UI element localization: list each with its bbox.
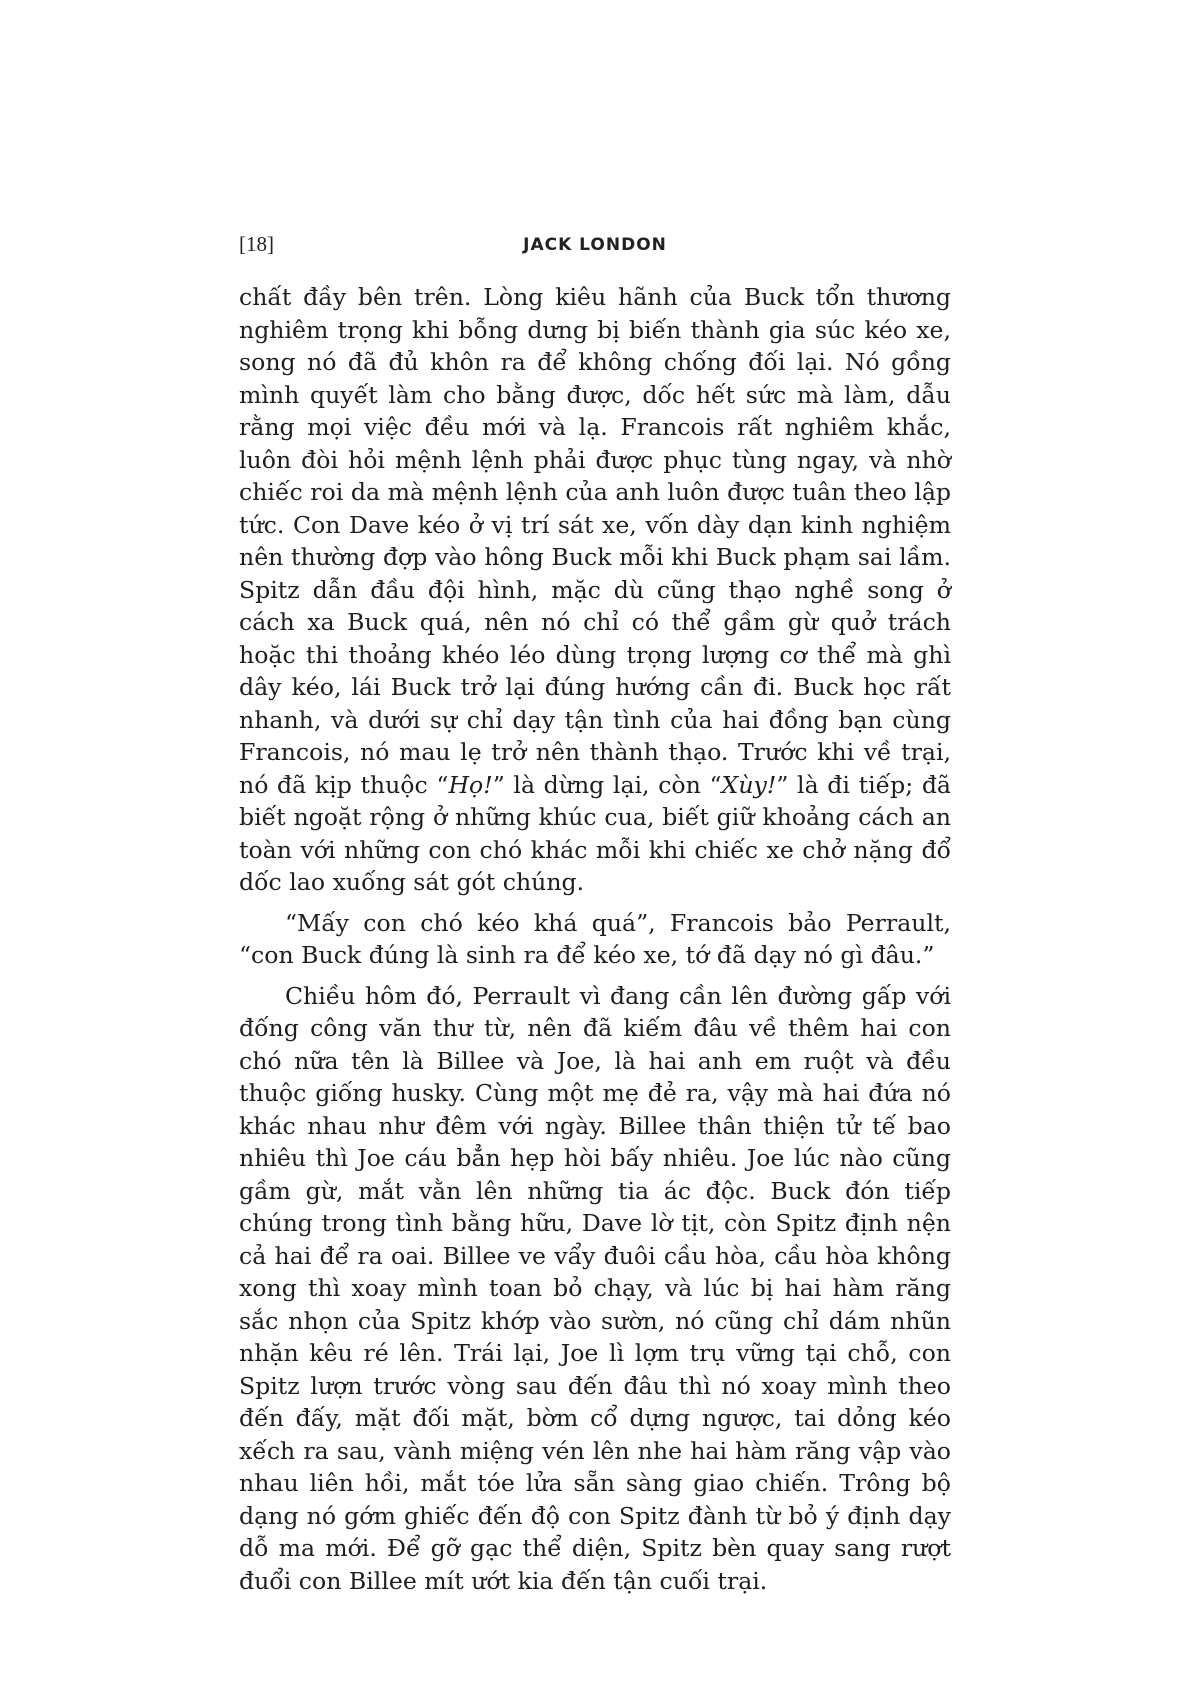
paragraph-2 bbox=[239, 907, 951, 972]
page-header bbox=[239, 232, 951, 268]
paragraph-3 bbox=[239, 980, 951, 1598]
running-head: JACK LONDON bbox=[523, 235, 667, 255]
italic-command-xuy: Xùy! bbox=[721, 770, 777, 799]
italic-command-ho: Họ! bbox=[448, 770, 493, 799]
text-run: ” là đi tiếp; đã biết ngoặt rộng ở những khúc cua, biết giữ khoảng cách an toàn với những con chó khác mỗi khi chiếc xe chở nặng đổ dốc lao xuống sát gót chúng. bbox=[239, 770, 951, 896]
text-run: “Mấy con chó kéo khá quá”, Francois bảo Perrault, “con Buck đúng là sinh ra để kéo xe, tớ đã dạy nó gì đâu.” bbox=[239, 908, 951, 969]
text-run: chất đầy bên trên. Lòng kiêu hãnh của Buck tổn thương nghiêm trọng khi bỗng dưng bị biến thành gia súc kéo xe, song nó đã đủ khôn ra để không chống đối lại. Nó gồng mình quyết làm cho bằng được, dốc hết sức mà làm, dẫu rằng mọi việc đều mới và lạ. Francois rất nghiêm khắc, luôn đòi hỏi mệnh lệnh phải được phục tùng ngay, và nhờ chiếc roi da mà mệnh lệnh của anh luôn được tuân theo lập tức. Con Dave kéo ở vị trí sát xe, vốn dày dạn kinh nghiệm nên thường đợp vào hông Buck mỗi khi Buck phạm sai lầm. Spitz dẫn đầu đội hình, mặc dù cũng thạo nghề song ở cách xa Buck quá, nên nó chỉ có thể gầm gừ quở trách hoặc thi thoảng khéo léo dùng trọng lượng cơ thể mà ghì dây kéo, lái Buck trở lại đúng hướng cần đi. Buck học rất nhanh, và dưới sự chỉ dạy tận tình của hai đồng bạn cùng Francois, nó mau lẹ trở nên thành thạo. Trước khi về trại, nó đã kịp thuộc “ bbox=[239, 283, 951, 799]
text-run: Chiều hôm đó, Perrault vì đang cần lên đường gấp với đống công văn thư từ, nên đã kiếm đâu về thêm hai con chó nữa tên là Billee và Joe, là hai anh em ruột và đều thuộc giống husky. Cùng một mẹ đẻ ra, vậy mà hai đứa nó khác nhau như đêm với ngày. Billee thân thiện tử tế bao nhiêu thì Joe cáu bẳn hẹp hòi bấy nhiêu. Joe lúc nào cũng gầm gừ, mắt vằn lên những tia ác độc. Buck đón tiếp chúng trong tình bằng hữu, Dave lờ tịt, còn Spitz định nện cả hai để ra oai. Billee ve vẩy đuôi cầu hòa, cầu hòa không xong thì xoay mình toan bỏ chạy, và lúc bị hai hàm răng sắc nhọn của Spitz khớp vào sườn, nó cũng chỉ dám nhũn nhặn kêu ré lên. Trái lại, Joe lì lợm trụ vững tại chỗ, con Spitz lượn trước vòng sau đến đâu thì nó xoay mình theo đến đấy, mặt đối mặt, bờm cổ dựng ngược, tai dỏng kéo xếch ra sau, vành miệng vén lên nhe hai hàm răng vập vào nhau liên hồi, mắt tóe lửa sẵn sàng giao chiến. Trông bộ dạng nó gớm ghiếc đến độ con Spitz đành từ bỏ ý định dạy dỗ ma mới. Để gỡ gạc thể diện, Spitz bèn quay sang rượt đuổi con Billee mít ướt kia đến tận cuối trại. bbox=[239, 981, 951, 1595]
body-text bbox=[239, 281, 951, 1597]
page-number: [18] bbox=[239, 232, 274, 256]
paragraph-1 bbox=[239, 281, 951, 899]
text-run: ” là dừng lại, còn “ bbox=[492, 770, 722, 799]
